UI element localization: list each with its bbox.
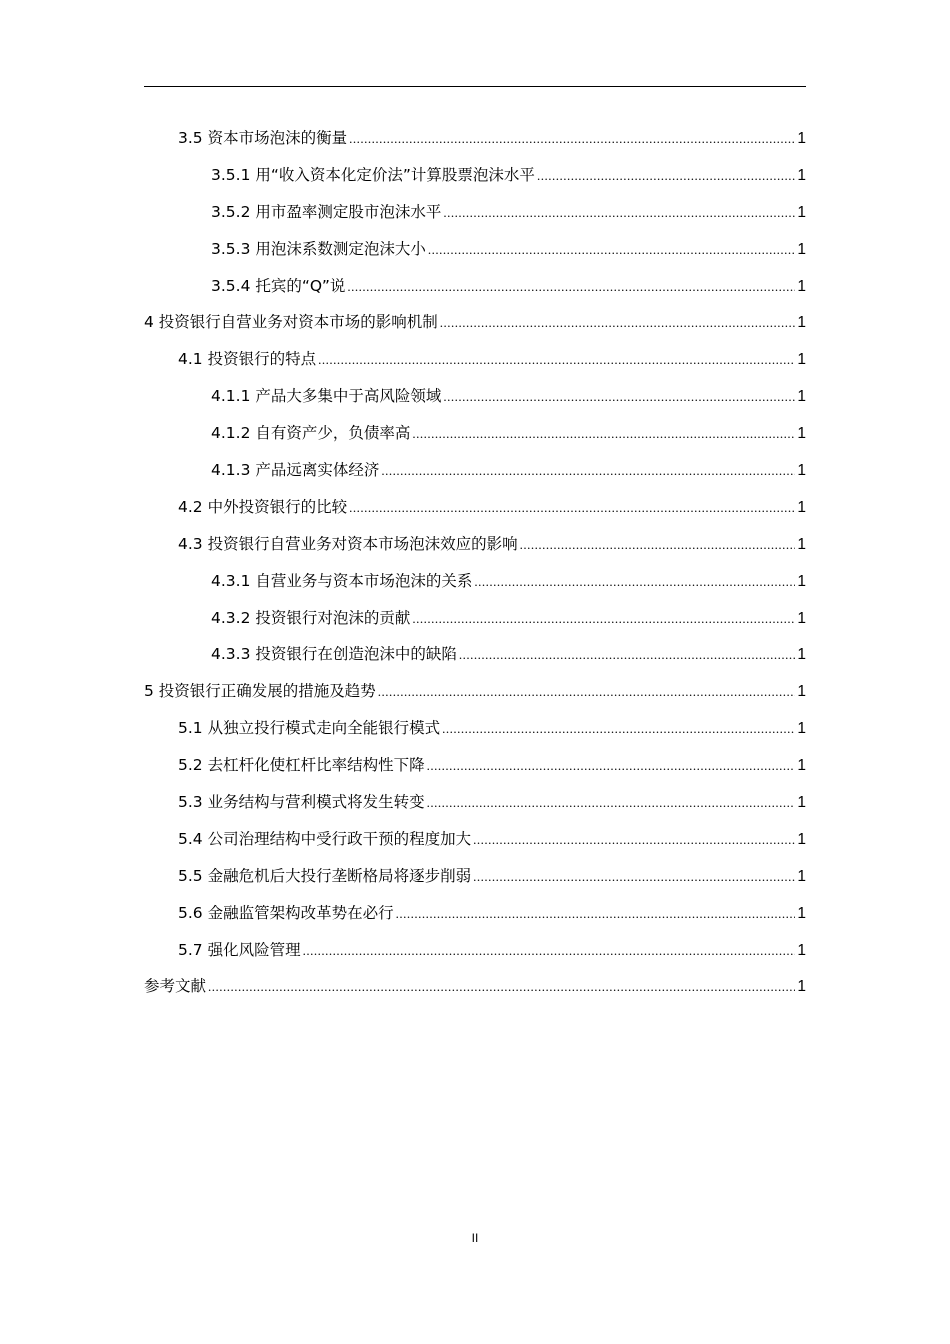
toc-dot-leader bbox=[428, 232, 796, 269]
toc-dot-leader bbox=[303, 933, 796, 970]
toc-entry-page-number: 1 bbox=[797, 314, 806, 332]
toc-dot-leader bbox=[443, 195, 795, 232]
toc-entry-title: 4.1 投资银行的特点 bbox=[178, 350, 317, 369]
toc-entry-title: 4.3.3 投资银行在创造泡沫中的缺陷 bbox=[211, 645, 457, 664]
toc-dot-leader bbox=[412, 416, 795, 453]
toc-entry-title: 5.5 金融危机后大投行垄断格局将逐步削弱 bbox=[178, 866, 472, 885]
toc-entry[interactable] bbox=[144, 784, 806, 821]
toc-entry-title: 5.1 从独立投行模式走向全能银行模式 bbox=[178, 719, 441, 738]
header-rule bbox=[144, 86, 806, 87]
toc-entry-page-number: 1 bbox=[797, 830, 806, 848]
toc-entry-page-number: 1 bbox=[797, 941, 806, 959]
toc-entry[interactable] bbox=[144, 231, 806, 268]
toc-entry[interactable] bbox=[144, 268, 806, 305]
toc-entry-page-number: 1 bbox=[797, 683, 806, 701]
toc-entry-page-number: 1 bbox=[797, 166, 806, 184]
toc-entry[interactable] bbox=[144, 563, 806, 600]
toc-dot-leader bbox=[427, 785, 796, 822]
toc-dot-leader bbox=[473, 822, 795, 859]
toc-entry-title: 3.5.3 用泡沫系数测定泡沫大小 bbox=[211, 239, 426, 258]
toc-dot-leader bbox=[347, 269, 795, 306]
toc-entry-title: 5 投资银行正确发展的措施及趋势 bbox=[144, 682, 376, 701]
toc-entry[interactable] bbox=[144, 636, 806, 673]
toc-entry[interactable] bbox=[144, 341, 806, 378]
toc-dot-leader bbox=[443, 379, 795, 416]
toc-entry-title: 5.6 金融监管架构改革势在必行 bbox=[178, 903, 394, 922]
toc-entry-title: 参考文献 bbox=[144, 977, 207, 996]
toc-entry-title: 3.5.1 用“收入资本化定价法”计算股票泡沫水平 bbox=[211, 165, 535, 184]
toc-entry[interactable] bbox=[144, 415, 806, 452]
toc-entry-page-number: 1 bbox=[797, 203, 806, 221]
toc-dot-leader bbox=[381, 453, 795, 490]
toc-entry[interactable] bbox=[144, 378, 806, 415]
toc-dot-leader bbox=[459, 637, 796, 674]
toc-entry[interactable] bbox=[144, 452, 806, 489]
toc-entry-page-number: 1 bbox=[797, 757, 806, 775]
toc-entry-page-number: 1 bbox=[797, 978, 806, 996]
toc-entry-title: 3.5.2 用市盈率测定股市泡沫水平 bbox=[211, 202, 442, 221]
toc-dot-leader bbox=[440, 305, 796, 342]
toc-entry[interactable] bbox=[144, 489, 806, 526]
toc-entry-title: 4.2 中外投资银行的比较 bbox=[178, 497, 348, 516]
toc-entry-title: 4.1.3 产品远离实体经济 bbox=[211, 461, 380, 480]
toc-dot-leader bbox=[396, 896, 796, 933]
toc-entry[interactable] bbox=[144, 932, 806, 969]
toc-entry[interactable] bbox=[144, 304, 806, 341]
toc-entry[interactable] bbox=[144, 710, 806, 747]
toc-entry-title: 4.1.1 产品大多集中于高风险领域 bbox=[211, 387, 442, 406]
toc-entry[interactable] bbox=[144, 600, 806, 637]
toc-entry-page-number: 1 bbox=[797, 535, 806, 553]
toc-entry-page-number: 1 bbox=[797, 130, 806, 147]
toc-entry-title: 5.3 业务结构与营利模式将发生转变 bbox=[178, 793, 425, 812]
toc-dot-leader bbox=[537, 158, 795, 195]
toc-entry-page-number: 1 bbox=[797, 388, 806, 406]
toc-entry-title: 4.1.2 自有资产少，负债率高 bbox=[211, 424, 411, 443]
toc-entry[interactable] bbox=[144, 194, 806, 231]
toc-entry-page-number: 1 bbox=[797, 240, 806, 258]
toc-entry-page-number: 1 bbox=[797, 609, 806, 627]
toc-entry-page-number: 1 bbox=[797, 572, 806, 590]
toc-entry-title: 5.7 强化风险管理 bbox=[178, 940, 301, 959]
toc-entry-page-number: 1 bbox=[797, 498, 806, 516]
toc-dot-leader bbox=[349, 121, 795, 158]
toc-entry[interactable] bbox=[144, 747, 806, 784]
toc-entry[interactable] bbox=[144, 895, 806, 932]
toc-entry[interactable] bbox=[144, 120, 806, 157]
toc-entry-title: 5.4 公司治理结构中受行政干预的程度加大 bbox=[178, 829, 472, 848]
toc-entry-page-number: 1 bbox=[797, 351, 806, 369]
toc-entry-page-number: 1 bbox=[797, 646, 806, 664]
toc-entry-page-number: 1 bbox=[797, 794, 806, 812]
toc-entry-page-number: 1 bbox=[797, 867, 806, 885]
toc-dot-leader bbox=[473, 859, 795, 896]
toc-entry[interactable] bbox=[144, 526, 806, 563]
toc-dot-leader bbox=[412, 601, 795, 638]
toc-entry[interactable] bbox=[144, 968, 806, 1005]
toc-dot-leader bbox=[474, 564, 795, 601]
toc-entry[interactable] bbox=[144, 858, 806, 895]
toc-entry[interactable] bbox=[144, 821, 806, 858]
toc-entry-title: 4.3 投资银行自营业务对资本市场泡沫效应的影响 bbox=[178, 534, 518, 553]
toc-dot-leader bbox=[442, 711, 795, 748]
toc-entry-page-number: 1 bbox=[797, 277, 806, 295]
toc-entry-title: 3.5.4 托宾的“Q”说 bbox=[211, 276, 346, 295]
table-of-contents bbox=[144, 120, 806, 1005]
toc-entry[interactable] bbox=[144, 673, 806, 710]
toc-entry-page-number: 1 bbox=[797, 904, 806, 922]
toc-entry-title: 4.3.2 投资银行对泡沫的贡献 bbox=[211, 608, 411, 627]
toc-entry-title: 3.5 资本市场泡沫的衡量 bbox=[178, 129, 348, 147]
toc-dot-leader bbox=[208, 969, 795, 1006]
toc-entry-title: 4 投资银行自营业务对资本市场的影响机制 bbox=[144, 313, 438, 332]
toc-dot-leader bbox=[349, 490, 795, 527]
toc-entry[interactable] bbox=[144, 157, 806, 194]
toc-entry-page-number: 1 bbox=[797, 425, 806, 443]
toc-entry-title: 4.3.1 自营业务与资本市场泡沫的关系 bbox=[211, 571, 473, 590]
toc-dot-leader bbox=[520, 527, 796, 564]
toc-entry-title: 5.2 去杠杆化使杠杆比率结构性下降 bbox=[178, 756, 425, 775]
toc-dot-leader bbox=[378, 674, 796, 711]
toc-dot-leader bbox=[427, 748, 796, 785]
toc-dot-leader bbox=[318, 342, 795, 379]
toc-entry-page-number: 1 bbox=[797, 462, 806, 480]
toc-entry-page-number: 1 bbox=[797, 720, 806, 738]
footer-page-number: II bbox=[471, 1231, 479, 1245]
